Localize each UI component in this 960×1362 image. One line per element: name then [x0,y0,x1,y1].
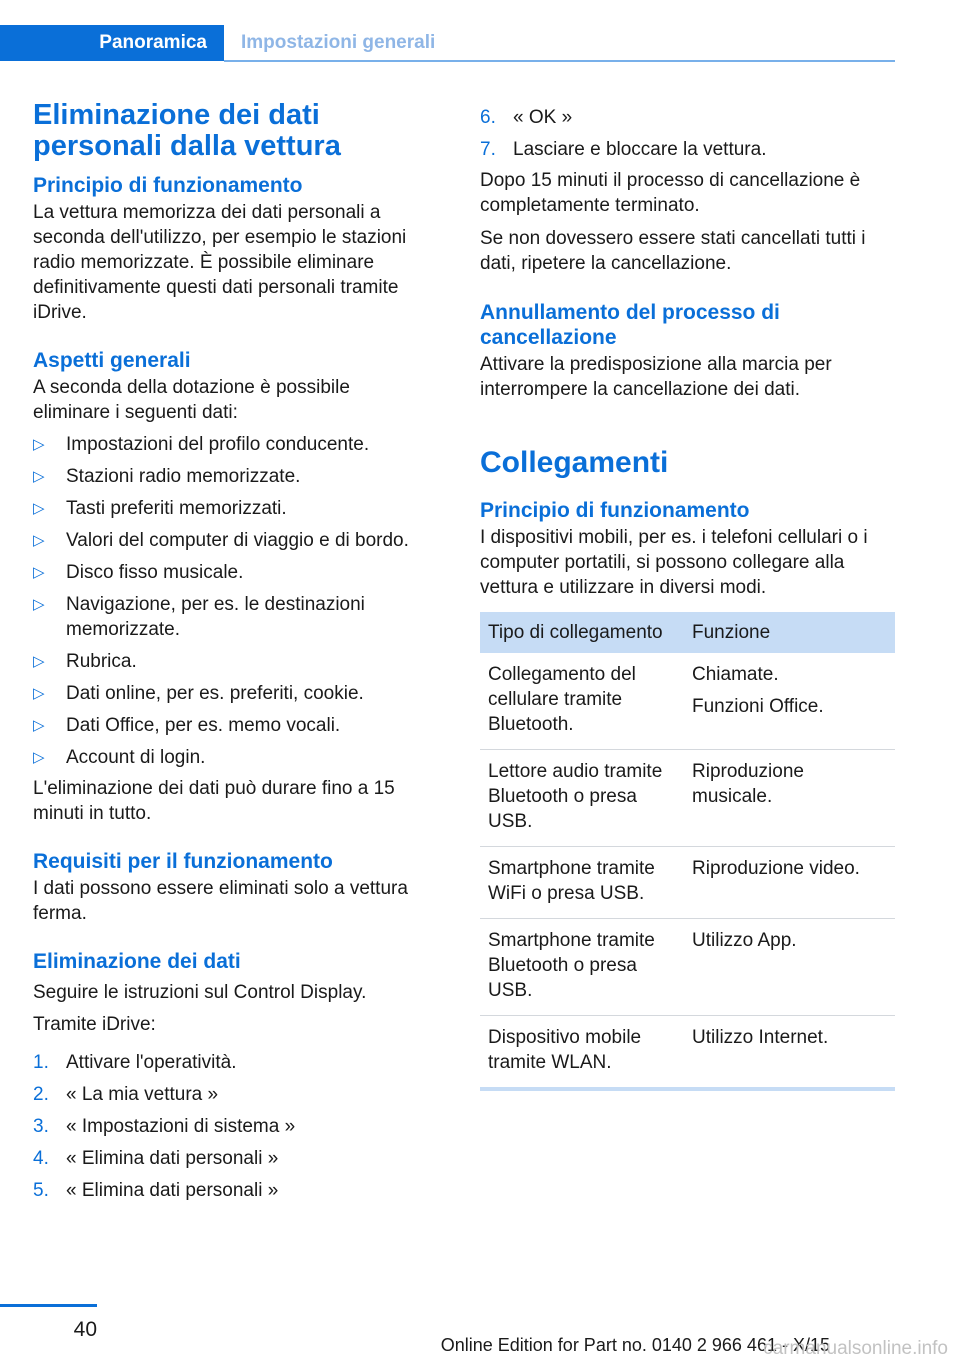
table-row [480,1016,895,1090]
function-text: Riproduzione musicale. [692,761,804,807]
heading-aspetti: Aspetti generali [33,349,191,372]
step-number: 1. [33,1052,49,1073]
triangle-right-icon: ▷ [33,564,45,581]
triangle-right-icon: ▷ [33,653,45,670]
step-number: 6. [480,107,496,128]
footer-rule [0,1304,97,1307]
list-item [33,681,445,706]
triangle-right-icon: ▷ [33,685,45,702]
cell-function [684,750,895,847]
text-tramite: Tramite iDrive: [33,1014,156,1035]
triangle-right-icon: ▷ [33,500,45,517]
list-item-text: Rubrica. [66,651,137,672]
list-item-text: Impostazioni del profilo conducente. [66,434,370,455]
step-item [33,1114,445,1139]
data-list [33,432,445,770]
step-number: 5. [33,1180,49,1201]
triangle-right-icon: ▷ [33,532,45,549]
steps-list [33,1050,445,1203]
connections-table [480,612,895,1091]
col-header-type: Tipo di collegamento [480,612,684,653]
watermark: carmanualsonline.info [763,1338,948,1359]
triangle-right-icon: ▷ [33,596,45,613]
step-item [33,1146,445,1171]
function-text: Riproduzione video. [692,858,860,879]
step-item [33,1082,445,1107]
triangle-right-icon: ▷ [33,436,45,453]
chapter-tab: Panoramica [0,25,224,61]
right-column [480,100,895,1091]
text-principio: La vettura memorizza dei dati personali a seconda dell'utilizzo, per esempio le stazioni radio memorizzate. È possibile eliminare definitivamente questi dati personali tramite iDrive. [33,202,407,323]
heading-requisiti: Requisiti per il funzionamento [33,850,333,873]
cell-type: Smartphone tramite Bluetooth o presa USB. [480,919,684,1016]
text-annullamento: Attivare la predisposizione alla marcia per interrompere la cancellazione dei dati. [480,354,832,400]
list-item-text: Valori del computer di viaggio e di bordo. [66,530,409,551]
cell-type: Smartphone tramite WiFi o presa USB. [480,847,684,919]
table-row [480,919,895,1016]
list-item-text: Dati online, per es. preferiti, cookie. [66,683,364,704]
list-item-text: Tasti preferiti memorizzati. [66,498,287,519]
list-item [33,592,445,642]
list-item [33,560,445,585]
text-ripetere: Se non dovessero essere stati cancellati tutti i dati, ripetere la cancellazione. [480,228,866,274]
page-number: 40 [73,1318,97,1341]
header-rule [224,60,895,62]
table-row [480,847,895,919]
list-item-text: Account di login. [66,747,206,768]
main-title: Eliminazione dei dati personali dalla vettura [33,99,341,162]
step-item [480,105,895,130]
text-duration: L'eliminazione dei dati può durare fino a 15 minuti in tutto. [33,778,395,824]
heading-annullamento: Annullamento del processo di cancellazione [480,301,780,349]
cell-function [684,847,895,919]
heading-principio: Principio di funzionamento [33,174,303,197]
triangle-right-icon: ▷ [33,468,45,485]
step-text: « Impostazioni di sistema » [66,1116,296,1137]
table-row [480,750,895,847]
step-number: 4. [33,1148,49,1169]
cell-function [684,653,895,750]
step-text: « Elimina dati personali » [66,1148,279,1169]
step-item [33,1178,445,1203]
text-control-display: Seguire le istruzioni sul Control Display. [33,982,367,1003]
list-item-text: Disco fisso musicale. [66,562,244,583]
step-text: « OK » [513,107,573,128]
list-item-text: Navigazione, per es. le destinazioni memorizzate. [66,594,365,640]
function-text: Utilizzo App. [692,930,797,951]
list-item [33,713,445,738]
text-requisiti: I dati possono essere eliminati solo a vettura ferma. [33,878,408,924]
step-item [480,137,895,162]
cell-type: Dispositivo mobile tramite WLAN. [480,1016,684,1090]
edition-text: Online Edition for Part no. 0140 2 966 461 - X/15 [440,1335,830,1355]
step-number: 3. [33,1116,49,1137]
list-item [33,432,445,457]
step-text: Attivare l'operatività. [66,1052,237,1073]
page-header [0,25,895,63]
cell-type: Lettore audio tramite Bluetooth o presa USB. [480,750,684,847]
cell-function [684,1016,895,1090]
section-title: Impostazioni generali [241,32,436,53]
step-number: 2. [33,1084,49,1105]
col-header-function: Funzione [684,612,895,653]
function-text: Utilizzo Internet. [692,1027,829,1048]
table-row [480,653,895,750]
step-text: « Elimina dati personali » [66,1180,279,1201]
cell-function [684,919,895,1016]
triangle-right-icon: ▷ [33,749,45,766]
title-collegamenti: Collegamenti [480,446,669,479]
step-number: 7. [480,139,496,160]
function-text: Funzioni Office. [692,696,824,717]
left-column [33,100,445,1210]
heading-eliminazione: Eliminazione dei dati [33,950,241,973]
list-item [33,496,445,521]
list-item [33,464,445,489]
function-text: Chiamate. [692,664,779,685]
list-item-text: Stazioni radio memorizzate. [66,466,301,487]
list-item [33,649,445,674]
step-item [33,1050,445,1075]
triangle-right-icon: ▷ [33,717,45,734]
list-item [33,528,445,553]
cell-type: Collegamento del cellulare tramite Bluetooth. [480,653,684,750]
step-text: « La mia vettura » [66,1084,219,1105]
text-aspetti: A seconda della dotazione è possibile eliminare i seguenti dati: [33,377,350,423]
text-dopo: Dopo 15 minuti il processo di cancellazione è completamente terminato. [480,170,861,216]
list-item [33,745,445,770]
heading-principio-2: Principio di funzionamento [480,499,750,522]
list-item-text: Dati Office, per es. memo vocali. [66,715,341,736]
text-principio-2: I dispositivi mobili, per es. i telefoni cellulari o i computer portatili, si possono collegare alla vettura e utilizzare in diversi modi. [480,527,868,598]
step-text: Lasciare e bloccare la vettura. [513,139,767,160]
steps-list-cont [480,105,895,162]
